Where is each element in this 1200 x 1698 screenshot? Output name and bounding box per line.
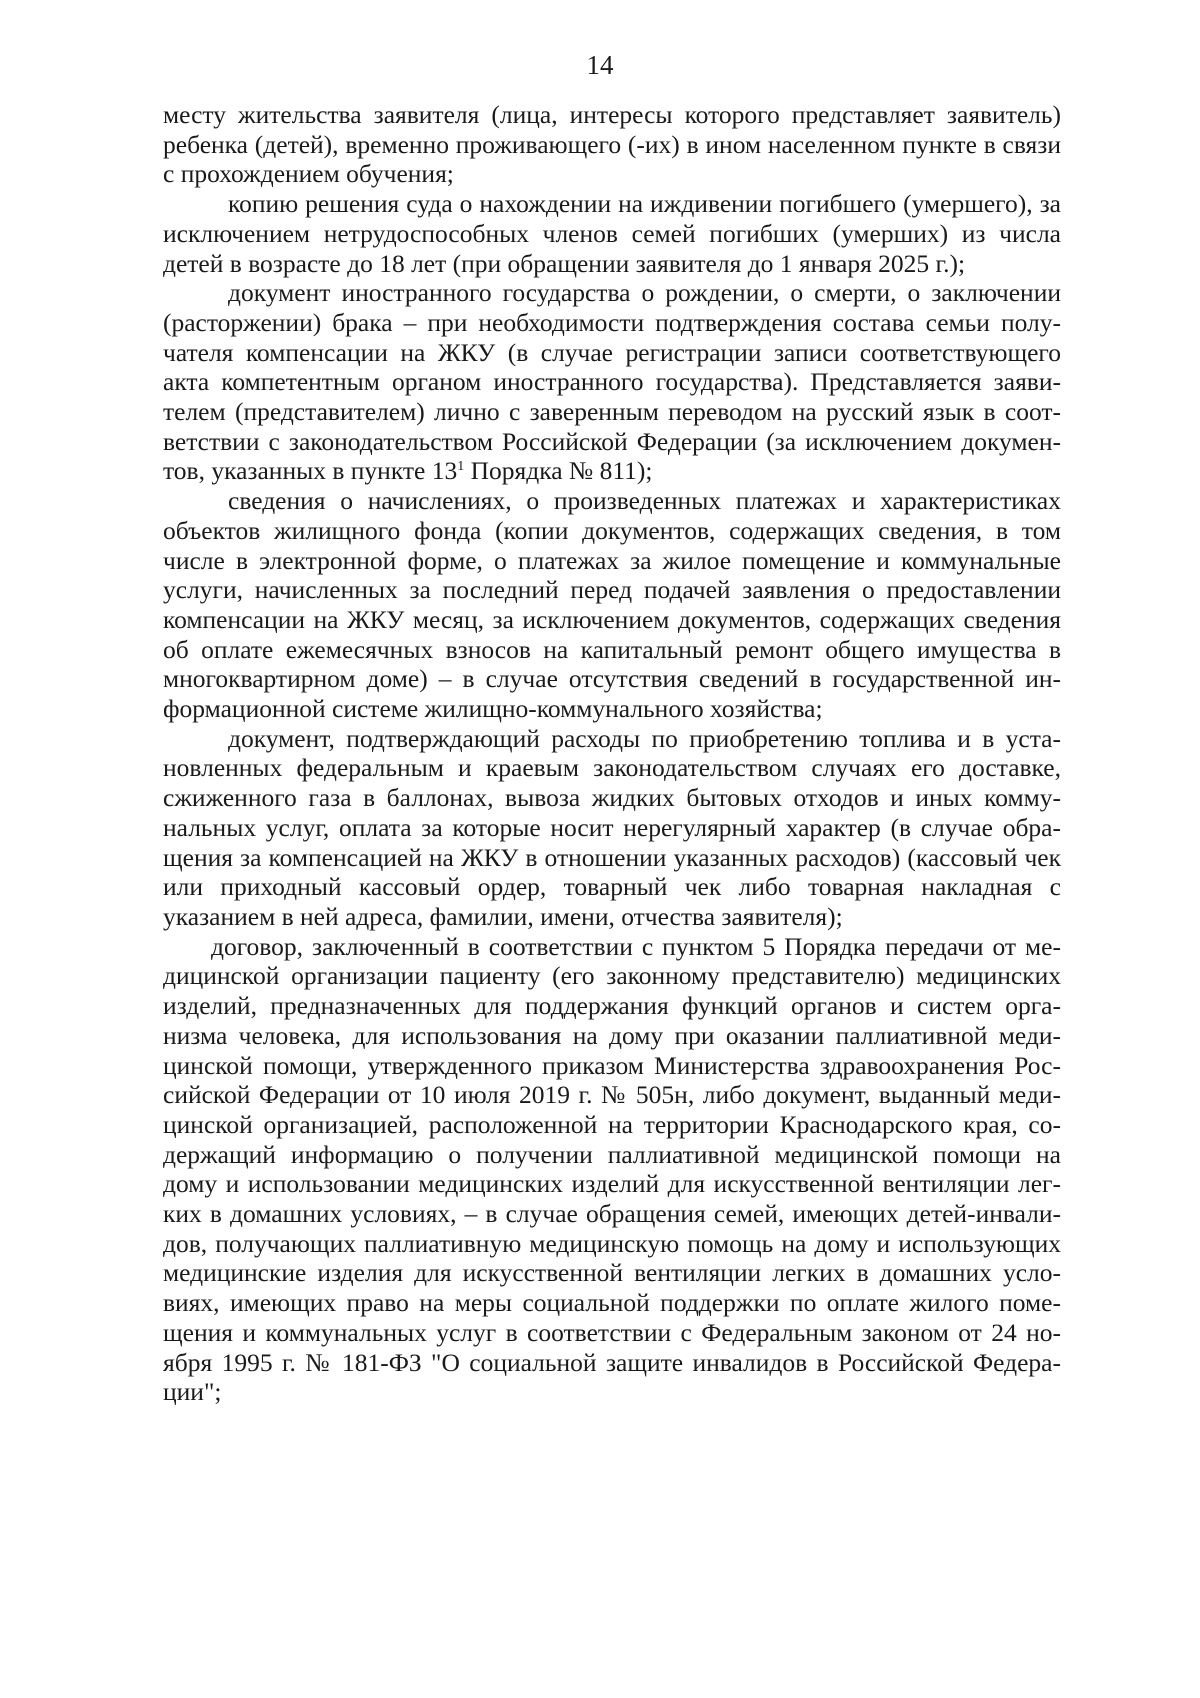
document-body (163, 100, 1061, 1407)
paragraph-residence-of-child: месту жительства заявителя (лица, интересы которого представляет заявитель) ребенка (детей), временно проживающего (-их) в ином населенном пункте в связи с прохождением обучения; (163, 100, 1061, 189)
superscript-index: 1 (457, 459, 465, 475)
paragraph-accruals-information: сведения о начислениях, о произведенных платежах и характеристиках объектов жилищного фонда (копии документов, содержащих сведения, в том числе в электронной форме, о платежах за жилое помещение и коммунальные услуги, начисленных за последний перед подачей заявления о предоставлении компенсации на ЖКУ месяц, за исключением документов, содержащих сведения об оплате ежемесячных взносов на капитальный ремонт общего имущества в многоквартирном доме) – в случае отсутствия сведений в государственной информационной системе жилищно-коммунального хозяйства; (163, 486, 1061, 724)
paragraph-foreign-state-document (163, 278, 1061, 486)
paragraph-fuel-expenses-document: документ, подтверждающий расходы по приобретению топлива и в установленных федеральным и краевым законодательством случаях его доставке, сжиженного газа в баллонах, вывоза жидких бытовых отходов и иных коммунальных услуг, оплата за которые носит нерегулярный характер (в случае обращения за компенсацией на ЖКУ в отношении указанных расходов) (кассовый чек или приходный кассовый ордер, товарный чек либо товарная накладная с указанием в ней адреса, фамилии, имени, отчества заявителя); (163, 723, 1061, 931)
paragraph-foreign-state-document-text: документ иностранного государства о рождении, о смерти, о заключении (расторжении) брака – при необходимости подтверждения состава семьи получателя компенсации на ЖКУ (в случае регистрации записи соответствующего акта компетентным органом иностранного государства). Представляется заявителем (представителем) лично с заверенным переводом на русский язык в соответствии с законодательством Российской Федерации (за исключением документов, указанных в пункте 13 (163, 278, 1061, 486)
paragraph-court-decision-copy: копию решения суда о нахождении на иждивении погибшего (умершего), за исключением нетрудоспособных членов семей погибших (умерших) из числа детей в возрасте до 18 лет (при обращении заявителя до 1 января 2025 г.); (163, 189, 1061, 278)
page-number: 14 (586, 50, 614, 80)
paragraph-foreign-state-document-tail: Порядка № 811); (464, 456, 653, 486)
paragraph-medical-device-contract: договор, заключенный в соответствии с пунктом 5 Порядка передачи от медицинской организации пациенту (его законному представителю) медицинских изделий, предназначенных для поддержания функций органов и систем организма человека, для использования на дому при оказании паллиативной медицинской помощи, утвержденного приказом Министерства здравоохранения Российской Федерации от 10 июля 2019 г. № 505н, либо документ, выданный медицинской организацией, расположенной на территории Краснодарского края, содержащий информацию о получении паллиативной медицинской помощи на дому и использовании медицинских изделий для искусственной вентиляции легких в домашних условиях, – в случае обращения семей, имеющих детей-инвалидов, получающих паллиативную медицинскую помощь на дому и использующих медицинские изделия для искусственной вентиляции легких в домашних условиях, имеющих право на меры социальной поддержки по оплате жилого помещения и коммунальных услуг в соответствии с Федеральным законом от 24 ноября 1995 г. № 181-ФЗ "О социальной защите инвалидов в Российской Федерации"; (163, 931, 1061, 1407)
